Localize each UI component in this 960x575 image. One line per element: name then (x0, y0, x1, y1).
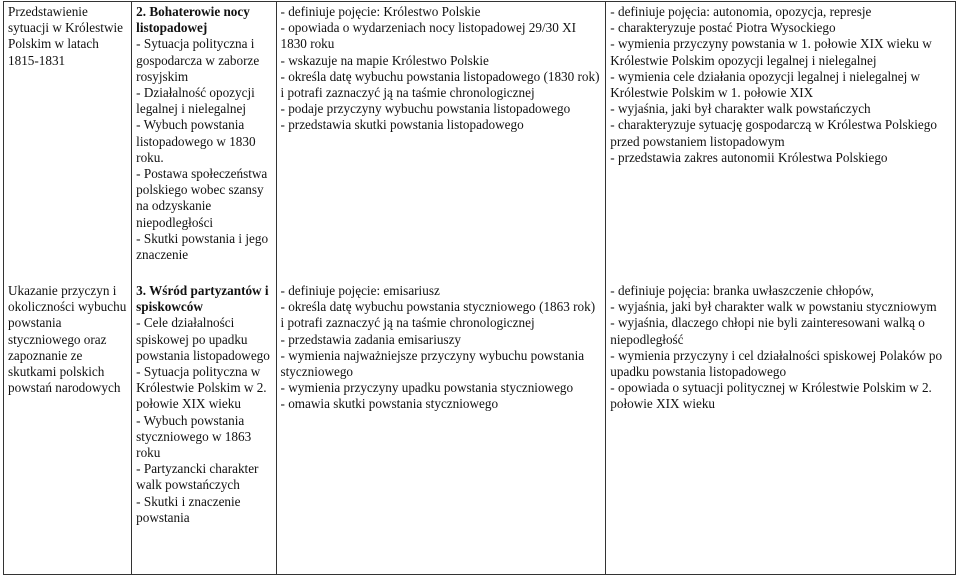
list-item: - definiuje pojęcie: Królestwo Polskie (280, 4, 481, 19)
list-item: 3. Wśród partyzantów i spiskowców (136, 283, 269, 315)
list-item: - Skutki i znaczenie powstania (136, 493, 241, 525)
list-item: - wyjaśnia, jaki był charakter walk powstańczych (610, 101, 871, 117)
topic-block-1 (136, 4, 271, 263)
list-item: - wymienia przyczyny powstania w 1. połowie XIX wieku w Królestwie Polskim opozycji legalnej i nielegalnej (610, 36, 932, 68)
list-item: - wymienia przyczyny upadku powstania styczniowego (280, 380, 574, 396)
list-item: - wymienia cele działania opozycji legalnej i nielegalnej w Królestwie Polskim w 1. połowie XIX (610, 68, 921, 101)
list-item: - omawia skutki powstania styczniowego (280, 396, 499, 412)
list-item: - wymienia najważniejsze przyczyny wybuchu powstania styczniowego (280, 347, 585, 380)
list-item: - wyjaśnia, jaki był charakter walk w powstaniu styczniowym (610, 299, 937, 315)
extended-block-2 (610, 283, 951, 413)
list-item: - Wybuch powstania styczniowego w 1863 roku (136, 412, 252, 461)
list-item: - opowiada o sytuacji politycznej w Królestwie Polskim w 2. połowie XIX wieku (610, 380, 932, 412)
list-item: - Wybuch powstania listopadowego w 1830 roku. (136, 117, 256, 165)
extended-block-1 (610, 4, 951, 166)
goal-block-2 (8, 283, 127, 396)
list-item: - charakteryzuje postać Piotra Wysockiego (610, 20, 836, 36)
topic-block-2 (136, 283, 271, 526)
list-item: - określa datę wybuchu powstania listopadowego (1830 rok) i potrafi zaznaczyć ją na taśmie chronologicznej (280, 68, 600, 101)
list-item: 2. Bohaterowie nocy listopadowej (136, 4, 250, 36)
curriculum-table (3, 1, 956, 575)
basic-requirements-cell (276, 2, 606, 575)
list-item: - określa datę wybuchu powstania styczniowego (1863 rok) i potrafi zaznaczyć ją na taśmie chronologicznej (280, 299, 596, 331)
list-item: Ukazanie przyczyn i okoliczności wybuchu powstania styczniowego oraz zapoznanie ze skutkami polskich powstań narodowych (8, 283, 127, 396)
list-item: - definiuje pojęcia: branka uwłaszczenie chłopów, (610, 283, 874, 298)
list-item: - przedstawia zakres autonomii Królestwa Polskiego (610, 149, 888, 165)
list-item: - charakteryzuje sytuację gospodarczą w Królestwa Polskiego przed powstaniem listopadowym (610, 117, 937, 149)
list-item: - wyjaśnia, dlaczego chłopi nie byli zainteresowani walką o niepodległość (610, 315, 925, 347)
list-item: - Partyzancki charakter walk powstańczych (136, 461, 259, 493)
list-item: - wymienia przyczyny i cel działalności spiskowej Polaków po upadku powstania listopadowego (610, 347, 943, 380)
topics-cell (132, 2, 276, 575)
list-item: - przedstawia skutki powstania listopadowego (280, 117, 524, 133)
requirements-block-1 (281, 4, 602, 134)
requirements-block-2 (281, 283, 602, 413)
list-item: - definiuje pojęcia: autonomia, opozycja, represje (610, 4, 872, 19)
list-item: - Sytuacja polityczna i gospodarcza w zaborze rosyjskim (136, 36, 260, 84)
list-item: - Skutki powstania i jego znaczenie (136, 230, 269, 263)
list-item: - przedstawia zadania emisariuszy (280, 331, 462, 347)
topic-goal-cell (4, 2, 132, 575)
goal-block-1 (8, 4, 127, 69)
list-item: - opowiada o wydarzeniach nocy listopadowej 29/30 XI 1830 roku (280, 20, 577, 52)
list-item: Przedstawienie sytuacji w Królestwie Polskim w latach 1815-1831 (8, 4, 123, 68)
list-item: - definiuje pojęcie: emisariusz (280, 283, 440, 298)
list-item: - Postawa społeczeństwa polskiego wobec szansy na odzyskanie niepodległości (136, 166, 268, 230)
list-item: - podaje przyczyny wybuchu powstania listopadowego (280, 101, 571, 117)
extended-requirements-cell (606, 2, 956, 575)
list-item: - Działalność opozycji legalnej i nielegalnej (136, 85, 255, 117)
list-item: - Cele działalności spiskowej po upadku powstania listopadowego (136, 315, 270, 363)
list-item: - wskazuje na mapie Królestwo Polskie (280, 52, 489, 68)
table-row (4, 2, 956, 575)
list-item: - Sytuacja polityczna w Królestwie Polskim w 2. połowie XIX wieku (136, 364, 267, 412)
